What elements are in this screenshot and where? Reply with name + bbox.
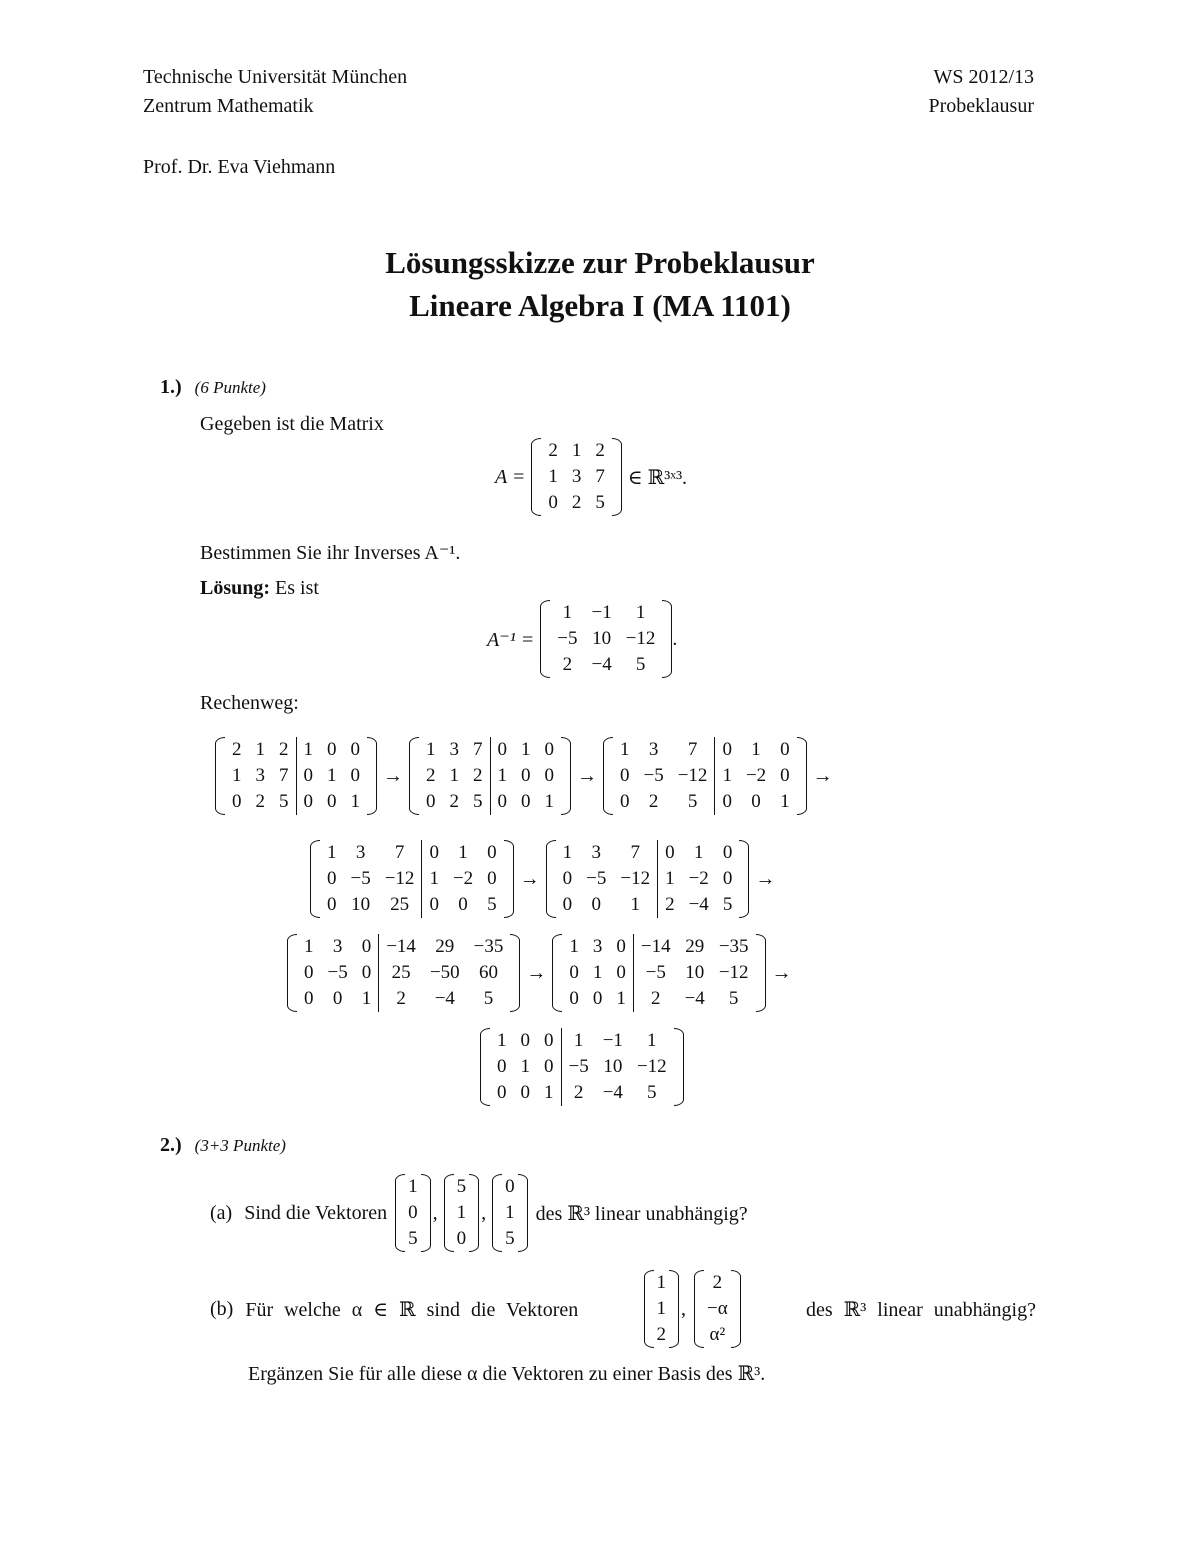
augmented-matrix-step-entry: 1 <box>232 765 242 786</box>
vector <box>492 1174 528 1252</box>
augmented-matrix-step-entry: −5 <box>561 1054 596 1080</box>
augmented-matrix-step-entry: 5 <box>722 894 733 915</box>
augmented-matrix-step-entry: 0 <box>620 791 630 812</box>
matrix-a-entry: 0 <box>548 492 558 513</box>
augmented-matrix-step <box>287 934 520 1012</box>
augmented-matrix-step-entry: 1 <box>658 866 682 892</box>
augmented-matrix-step-entry: 0 <box>327 894 337 915</box>
augmented-matrix-step-entry: 3 <box>592 936 603 957</box>
problem2b-text: Für welche α ∈ ℝ sind die Vektoren <box>245 1298 579 1321</box>
vector-row <box>654 1322 670 1348</box>
augmented-matrix-step-entry: 0 <box>304 962 314 983</box>
page-subtitle: Lineare Algebra I (MA 1101) <box>409 288 791 323</box>
inverse-matrix-entry: −12 <box>625 628 656 649</box>
augmented-matrix-step-entry: 0 <box>232 791 242 812</box>
problem2-number: 2.) <box>160 1134 182 1156</box>
augmented-matrix-step-entry: 0 <box>487 842 497 863</box>
vector-entry: 1 <box>456 1202 467 1223</box>
augmented-matrix-step-entry: 1 <box>630 894 640 915</box>
augmented-matrix-step-entry: 0 <box>715 789 739 815</box>
augmented-matrix-step-entry: 1 <box>647 1030 657 1051</box>
augmented-matrix-step-entry: 0 <box>327 739 337 760</box>
augmented-matrix-step-entry: −12 <box>677 765 708 786</box>
augmented-matrix-step-entry: 3 <box>255 765 265 786</box>
augmented-matrix-step-entry: 1 <box>327 842 337 863</box>
matrix-a-entry: 1 <box>571 440 582 461</box>
augmented-matrix-step-entry: 0 <box>520 1082 530 1103</box>
augmented-matrix-step-entry: 0 <box>487 868 497 889</box>
augmented-matrix-step-entry: −12 <box>636 1056 667 1077</box>
augmented-matrix-step-entry: 1 <box>422 866 446 892</box>
augmented-matrix-step-entry: 0 <box>327 868 337 889</box>
matrix-a-entry: 2 <box>571 492 582 513</box>
augmented-matrix-step-entry: −50 <box>429 962 460 983</box>
steps-row-4 <box>480 1028 684 1106</box>
augmented-matrix-step-entry: −4 <box>688 894 709 915</box>
vector-row <box>654 1296 670 1322</box>
augmented-matrix-step-entry: −4 <box>434 988 455 1009</box>
augmented-matrix-step-entry: 0 <box>490 737 514 763</box>
vector-entry: 5 <box>456 1176 467 1197</box>
problem2b-end: des ℝ³ linear unabhängig? <box>806 1298 1036 1321</box>
augmented-matrix-step-entry: 0 <box>422 892 446 918</box>
augmented-matrix-step-row <box>225 763 367 789</box>
augmented-matrix-step-entry: 0 <box>569 988 579 1009</box>
rechenweg-label: Rechenweg: <box>200 692 299 714</box>
augmented-matrix-step-row <box>225 737 367 763</box>
augmented-matrix-step-entry: 0 <box>544 739 554 760</box>
inverse-label: A⁻¹ = <box>487 628 535 651</box>
augmented-matrix-step-entry: 1 <box>562 842 573 863</box>
augmented-matrix-step-entry: 7 <box>687 739 698 760</box>
problem2a <box>210 1174 748 1252</box>
augmented-matrix-step-entry: −14 <box>379 934 423 960</box>
augmented-matrix-step-entry: 1 <box>544 791 554 812</box>
augmented-matrix-step-entry: 0 <box>620 765 630 786</box>
vector-row <box>454 1174 470 1200</box>
vector-row <box>704 1296 731 1322</box>
inverse-matrix-entry: 1 <box>635 602 646 623</box>
vector-entry: 0 <box>408 1202 418 1223</box>
augmented-matrix-step-entry: 0 <box>361 962 372 983</box>
comma: , <box>481 1201 487 1224</box>
augmented-matrix-step-entry: 1 <box>693 842 704 863</box>
vector-row <box>405 1174 421 1200</box>
augmented-matrix-step-entry: 2 <box>561 1080 596 1106</box>
augmented-matrix-step-entry: 3 <box>332 936 343 957</box>
augmented-matrix-step-entry: 2 <box>658 892 682 918</box>
augmented-matrix-step-entry: 25 <box>390 894 410 915</box>
vector-entry: 5 <box>505 1228 515 1249</box>
augmented-matrix-step-row <box>320 840 504 866</box>
augmented-matrix-step-entry: 7 <box>394 842 405 863</box>
augmented-matrix-step-entry: −5 <box>633 960 677 986</box>
augmented-matrix-step-entry: 29 <box>685 936 705 957</box>
right-arrow-icon: → <box>526 961 547 984</box>
augmented-matrix-step-entry: −1 <box>602 1030 623 1051</box>
augmented-matrix-step-entry: 0 <box>304 988 314 1009</box>
vector-row <box>704 1322 731 1348</box>
augmented-matrix-step-entry: −2 <box>452 868 474 889</box>
vector-entry: α² <box>709 1324 726 1345</box>
augmented-matrix-step-entry: 5 <box>487 894 497 915</box>
problem2a-text: Sind die Vektoren <box>244 1201 388 1224</box>
augmented-matrix-step-entry: 25 <box>379 960 423 986</box>
augmented-matrix-step-entry: 7 <box>279 765 289 786</box>
matrix-a-row <box>541 438 612 464</box>
augmented-matrix-step-entry: 1 <box>296 737 320 763</box>
inverse-equation <box>487 600 677 678</box>
augmented-matrix-step-entry: 1 <box>449 765 459 786</box>
augmented-matrix-step-entry: 0 <box>544 1030 554 1051</box>
problem1-number: 1.) <box>160 376 182 398</box>
page-title: Lösungsskizze zur Probeklausur <box>385 245 815 280</box>
augmented-matrix-step-entry: 1 <box>780 791 790 812</box>
inverse-matrix-entry: 2 <box>562 654 573 675</box>
professor-name: Prof. Dr. Eva Viehmann <box>143 156 336 178</box>
augmented-matrix-step-entry: 1 <box>620 739 630 760</box>
augmented-matrix-step <box>310 840 514 918</box>
augmented-matrix-step-entry: 1 <box>592 962 603 983</box>
matrix-a-entry: 3 <box>571 466 582 487</box>
augmented-matrix-step-entry: 1 <box>327 765 337 786</box>
inverse-matrix-entry: 10 <box>592 628 612 649</box>
comma: , <box>432 1201 438 1224</box>
vector-entry: 5 <box>408 1228 418 1249</box>
university-name: Technische Universität München <box>143 66 408 88</box>
problem2b-label: (b) <box>210 1297 234 1320</box>
augmented-matrix-step-entry: 0 <box>722 868 733 889</box>
augmented-matrix-step-entry: −5 <box>586 868 607 889</box>
augmented-matrix-step-entry: 0 <box>616 936 626 957</box>
vector-entry: 1 <box>656 1298 667 1319</box>
vector-row <box>454 1200 470 1226</box>
vector <box>644 1270 680 1348</box>
matrix-a-entry: 2 <box>548 440 558 461</box>
problem1-task: Bestimmen Sie ihr Inverses A⁻¹. <box>200 542 461 564</box>
augmented-matrix-step-entry: 0 <box>751 791 761 812</box>
augmented-matrix-step-entry: 2 <box>633 986 677 1012</box>
augmented-matrix-step-row <box>320 866 504 892</box>
augmented-matrix-step-row <box>556 840 740 866</box>
problem2b-text2: Ergänzen Sie für alle diese α die Vektoren zu einer Basis des ℝ³. <box>248 1363 766 1385</box>
augmented-matrix-step-entry: 1 <box>255 739 265 760</box>
problem2b-vectors <box>644 1270 741 1348</box>
solution-label: Lösung: <box>200 577 271 599</box>
augmented-matrix-step-entry: 0 <box>350 739 360 760</box>
augmented-matrix-step-row <box>613 763 797 789</box>
augmented-matrix-step-entry: 0 <box>332 988 343 1009</box>
augmented-matrix-step-entry: 1 <box>569 936 579 957</box>
augmented-matrix-step-entry: 1 <box>304 936 314 957</box>
augmented-matrix-step-entry: 0 <box>296 763 320 789</box>
matrix-a-label: A = <box>495 465 526 488</box>
matrix-a <box>531 438 622 516</box>
vector <box>395 1174 431 1252</box>
augmented-matrix-step-entry: −35 <box>473 936 504 957</box>
augmented-matrix-step-entry: 0 <box>780 765 790 786</box>
vector-row <box>405 1226 421 1252</box>
inverse-matrix-row <box>550 652 662 678</box>
augmented-matrix-step-entry: −5 <box>350 868 371 889</box>
augmented-matrix-step-entry: 2 <box>449 791 459 812</box>
augmented-matrix-step-entry: 3 <box>648 739 659 760</box>
augmented-matrix-step-row <box>297 986 510 1012</box>
augmented-matrix-step-entry: 10 <box>351 894 371 915</box>
augmented-matrix-step-row <box>297 960 510 986</box>
inverse-matrix-row <box>550 626 662 652</box>
augmented-matrix-step-entry: 2 <box>648 791 659 812</box>
augmented-matrix-step-entry: 0 <box>458 894 468 915</box>
augmented-matrix-step-entry: 5 <box>473 791 483 812</box>
augmented-matrix-step-entry: 1 <box>544 1082 554 1103</box>
vector-row <box>502 1226 518 1252</box>
augmented-matrix-step-entry: 2 <box>232 739 242 760</box>
augmented-matrix-step-row <box>419 763 561 789</box>
augmented-matrix-step-entry: 7 <box>630 842 640 863</box>
matrix-a-entry: 2 <box>595 440 605 461</box>
inverse-matrix-entry: −1 <box>591 602 612 623</box>
augmented-matrix-step-entry: 0 <box>722 842 733 863</box>
problem1-points: (6 Punkte) <box>194 378 266 397</box>
augmented-matrix-step-entry: 1 <box>361 988 372 1009</box>
augmented-matrix-step-entry: 1 <box>616 988 626 1009</box>
augmented-matrix-step-row <box>419 789 561 815</box>
augmented-matrix-step-row <box>562 960 755 986</box>
augmented-matrix-step-row <box>562 986 755 1012</box>
augmented-matrix-step-entry: 1 <box>490 763 514 789</box>
augmented-matrix-step-entry: 0 <box>497 1056 507 1077</box>
augmented-matrix-step-entry: 10 <box>685 962 705 983</box>
problem2b <box>210 1270 1036 1348</box>
augmented-matrix-step-entry: 0 <box>658 840 682 866</box>
augmented-matrix-step <box>552 934 765 1012</box>
vector <box>444 1174 480 1252</box>
vector-entry: 1 <box>505 1202 515 1223</box>
matrix-a-entry: 7 <box>595 466 605 487</box>
augmented-matrix-step-entry: 5 <box>647 1082 657 1103</box>
augmented-matrix-step-entry: −2 <box>688 868 709 889</box>
inverse-matrix-entry: 5 <box>635 654 646 675</box>
augmented-matrix-step-entry: 3 <box>591 842 602 863</box>
inverse-matrix-entry: −5 <box>557 628 578 649</box>
augmented-matrix-step-row <box>225 789 367 815</box>
augmented-matrix-step <box>480 1028 684 1106</box>
augmented-matrix-step-entry: 2 <box>426 765 436 786</box>
augmented-matrix-step-entry: 1 <box>497 1030 507 1051</box>
augmented-matrix-step-entry: −12 <box>718 962 749 983</box>
augmented-matrix-step-entry: 0 <box>327 791 337 812</box>
augmented-matrix-step <box>215 737 377 815</box>
augmented-matrix-step-entry: −5 <box>643 765 664 786</box>
steps-row-2 <box>310 840 781 918</box>
augmented-matrix-step-row <box>320 892 504 918</box>
augmented-matrix-step-entry: 7 <box>473 739 483 760</box>
augmented-matrix-step-entry: 2 <box>279 739 289 760</box>
augmented-matrix-step-entry: 3 <box>449 739 459 760</box>
augmented-matrix-step-row <box>297 934 510 960</box>
augmented-matrix-step-entry: 1 <box>350 791 360 812</box>
problem2-points: (3+3 Punkte) <box>194 1136 286 1155</box>
augmented-matrix-step-entry: −12 <box>384 868 415 889</box>
augmented-matrix-step-entry: 0 <box>422 840 446 866</box>
augmented-matrix-step-entry: 0 <box>497 1082 507 1103</box>
augmented-matrix-step-row <box>562 934 755 960</box>
augmented-matrix-step-row <box>556 892 740 918</box>
right-arrow-icon: → <box>812 764 833 787</box>
vector-entry: 2 <box>712 1272 723 1293</box>
right-arrow-icon: → <box>519 867 540 890</box>
augmented-matrix-step <box>546 840 750 918</box>
augmented-matrix-step-entry: 0 <box>592 988 603 1009</box>
augmented-matrix-step-entry: −14 <box>633 934 677 960</box>
solution-line <box>200 577 319 600</box>
matrix-a-entry: 1 <box>548 466 558 487</box>
augmented-matrix-step-entry: 0 <box>780 739 790 760</box>
augmented-matrix-step-entry: 1 <box>715 763 739 789</box>
semester: WS 2012/13 <box>933 66 1034 88</box>
augmented-matrix-step-entry: −35 <box>718 936 749 957</box>
augmented-matrix-step-row <box>490 1054 674 1080</box>
augmented-matrix-step-entry: 5 <box>483 988 494 1009</box>
vector-entry: 0 <box>505 1176 515 1197</box>
augmented-matrix-step-entry: 0 <box>562 894 573 915</box>
header-left <box>143 63 407 121</box>
augmented-matrix-step-entry: 0 <box>544 1056 554 1077</box>
augmented-matrix-step-entry: 0 <box>350 765 360 786</box>
augmented-matrix-step-entry: 0 <box>296 789 320 815</box>
matrix-a-row <box>541 464 612 490</box>
vector-entry: 1 <box>408 1176 418 1197</box>
right-arrow-icon: → <box>577 764 597 787</box>
header-right <box>928 63 1034 121</box>
augmented-matrix-step-entry: 0 <box>490 789 514 815</box>
augmented-matrix-step-row <box>490 1028 674 1054</box>
inverse-matrix-entry: 1 <box>562 602 573 623</box>
vector-row <box>502 1200 518 1226</box>
augmented-matrix-step-entry: −5 <box>327 962 348 983</box>
augmented-matrix-step-row <box>490 1080 674 1106</box>
augmented-matrix-step-row <box>613 789 797 815</box>
augmented-matrix-step-entry: 1 <box>521 739 531 760</box>
augmented-matrix-step-entry: 1 <box>520 1056 530 1077</box>
augmented-matrix-step-entry: 0 <box>426 791 436 812</box>
augmented-matrix-step-entry: 0 <box>591 894 602 915</box>
vector-row <box>654 1270 670 1296</box>
vector-row <box>405 1200 421 1226</box>
steps-row-1 <box>215 737 839 815</box>
augmented-matrix-step-entry: 0 <box>616 962 626 983</box>
vector-row <box>454 1226 470 1252</box>
problem1-given: Gegeben ist die Matrix <box>200 413 384 435</box>
augmented-matrix-step-entry: −4 <box>684 988 705 1009</box>
augmented-matrix-step-row <box>613 737 797 763</box>
augmented-matrix-step-entry: 0 <box>520 1030 530 1051</box>
right-arrow-icon: → <box>755 867 776 890</box>
vector-entry: 0 <box>456 1228 467 1249</box>
problem2a-label: (a) <box>210 1201 233 1224</box>
inverse-matrix <box>540 600 672 678</box>
vector-entry: 1 <box>656 1272 667 1293</box>
right-arrow-icon: → <box>383 764 403 787</box>
augmented-matrix-step-row <box>419 737 561 763</box>
augmented-matrix-step-entry: −4 <box>602 1082 623 1103</box>
problem2a-vectors <box>395 1174 528 1252</box>
augmented-matrix-step-entry: 10 <box>603 1056 623 1077</box>
inverse-matrix-entry: −4 <box>591 654 612 675</box>
augmented-matrix-step-entry: 1 <box>426 739 436 760</box>
vector-row <box>704 1270 731 1296</box>
augmented-matrix-step-entry: 2 <box>473 765 483 786</box>
matrix-a-entry: 5 <box>595 492 605 513</box>
inverse-end: . <box>672 627 678 650</box>
augmented-matrix-step-entry: 0 <box>361 936 372 957</box>
augmented-matrix-step-entry: 0 <box>544 765 554 786</box>
vector <box>694 1270 741 1348</box>
augmented-matrix-step-entry: 60 <box>479 962 499 983</box>
augmented-matrix-step <box>409 737 571 815</box>
augmented-matrix-step-entry: 2 <box>379 986 423 1012</box>
augmented-matrix-step-entry: −2 <box>745 765 767 786</box>
augmented-matrix-step-entry: 0 <box>521 791 531 812</box>
augmented-matrix-step-entry: 3 <box>355 842 366 863</box>
augmented-matrix-step-entry: 0 <box>569 962 579 983</box>
vector-row <box>502 1174 518 1200</box>
vector-entry: −α <box>707 1298 728 1319</box>
comma: , <box>681 1297 687 1320</box>
augmented-matrix-step-entry: 1 <box>458 842 468 863</box>
matrix-a-domain: ∈ ℝ³ˣ³. <box>627 466 688 489</box>
augmented-matrix-step-row <box>556 866 740 892</box>
steps-row-3 <box>287 934 798 1012</box>
augmented-matrix-step-entry: 5 <box>687 791 698 812</box>
augmented-matrix-step-entry: 0 <box>562 868 573 889</box>
matrix-a-equation <box>495 438 687 516</box>
augmented-matrix-step-entry: 1 <box>751 739 761 760</box>
augmented-matrix-step-entry: 29 <box>435 936 455 957</box>
department-name: Zentrum Mathematik <box>143 95 314 117</box>
vector-entry: 2 <box>656 1324 667 1345</box>
problem2-heading <box>160 1134 286 1157</box>
augmented-matrix-step-entry: 0 <box>715 737 739 763</box>
problem2a-end: des ℝ³ linear unabhängig? <box>535 1202 748 1225</box>
matrix-a-row <box>541 490 612 516</box>
augmented-matrix-step-entry: 0 <box>521 765 531 786</box>
augmented-matrix-step-entry: −12 <box>620 868 651 889</box>
augmented-matrix-step-entry: 5 <box>728 988 739 1009</box>
inverse-matrix-row <box>550 600 662 626</box>
solution-text: Es ist <box>275 577 319 599</box>
augmented-matrix-step-entry: 1 <box>561 1028 596 1054</box>
problem1-heading <box>160 376 266 399</box>
augmented-matrix-step-entry: 5 <box>279 791 289 812</box>
exam-type: Probeklausur <box>928 95 1034 117</box>
augmented-matrix-step-entry: 2 <box>255 791 265 812</box>
right-arrow-icon: → <box>771 961 792 984</box>
augmented-matrix-step <box>603 737 807 815</box>
